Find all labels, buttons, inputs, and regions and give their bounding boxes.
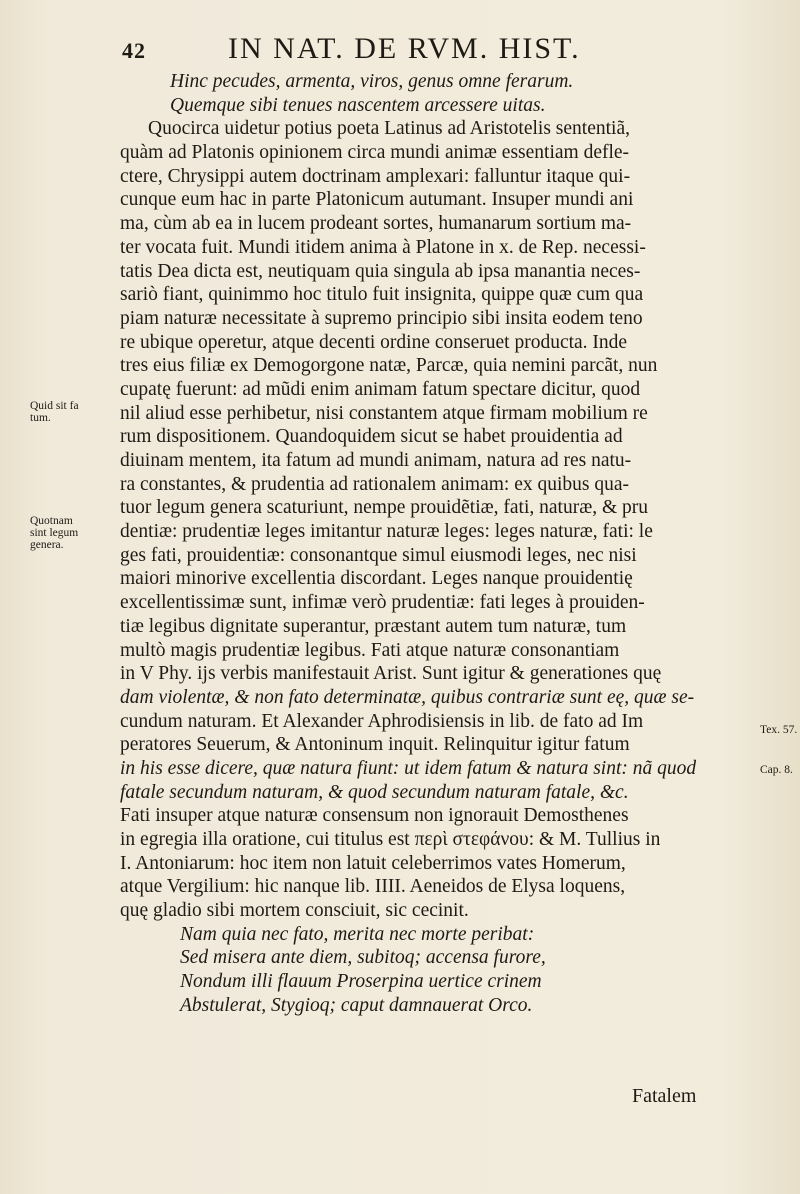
text-line: maiori minorive excellentia discordant. Leges nanque prouidentię <box>120 568 633 590</box>
text-line: Abstulerat, Stygioq; caput damnauerat Orco. <box>180 994 533 1016</box>
page-header <box>118 30 658 70</box>
text-line: Fati insuper atque naturæ consensum non ignorauit Demosthenes <box>120 805 629 827</box>
text-line: tres eius filiæ ex Demogorgone natæ, Parcæ, quia nemini parcãt, nun <box>120 355 658 377</box>
page-number: 42 <box>122 38 146 63</box>
text-line: sariò fiant, quinimmo hoc titulo fuit insignita, quippe quæ cum qua <box>120 284 644 306</box>
text-line: Nam quia nec fato, merita nec morte peribat: <box>180 923 535 945</box>
text-line: tuor legum genera scaturiunt, nempe prouidẽtiæ, fati, naturæ, & pru <box>120 497 648 519</box>
main-text-block <box>120 70 760 1018</box>
text-line: quę gladio sibi mortem consciuit, sic cecinit. <box>120 900 469 922</box>
text-line: Nondum illi flauum Proserpina uertice crinem <box>180 971 542 993</box>
text-line: tiæ legibus dignitate superantur, præstant autem tum naturæ, tum <box>120 615 627 637</box>
text-line: piam naturæ necessitate à supremo principio sibi insita eodem teno <box>120 307 643 329</box>
text-line: atque Vergilium: hic nanque lib. IIII. Aeneidos de Elysa loquens, <box>120 876 626 898</box>
text-line: re ubique operetur, atque decenti ordine conseruet producta. Inde <box>120 331 628 353</box>
text-line: in V Phy. ijs verbis manifestauit Arist. Sunt igitur & generationes quę <box>120 663 662 685</box>
text-line: Quocirca uidetur potius poeta Latinus ad Aristotelis sententiã, <box>148 118 630 140</box>
text-line: ma, cùm ab ea in lucem prodeant sortes, humanarum sortium ma- <box>120 213 632 235</box>
margin-note-fatum <box>30 400 79 424</box>
text-line: ctere, Chrysippi autem doctrinam amplexari: falluntur itaque qui- <box>120 165 631 187</box>
text-line: rum dispositionem. Quandoquidem sicut se habet prouidentia ad <box>120 426 623 448</box>
text-line: diuinam mentem, ita fatum ad mundi animam, natura ad res natu- <box>120 450 632 471</box>
text-line: Sed misera ante diem, subitoq; accensa furore, <box>180 947 546 969</box>
margin-note-line: sint legum <box>30 527 79 539</box>
text-line: in egregia illa oratione, cui titulus est περὶ στεφάνου: & M. Tullius in <box>120 829 661 850</box>
text-line: Quemque sibi tenues nascentem arcessere uitas. <box>170 94 546 116</box>
text-line: multò magis prudentiæ legibus. Fati atque naturæ consonantiam <box>120 639 620 661</box>
margin-note-cap: Cap. 8. <box>760 764 793 776</box>
text-line: cundum naturam. Et Alexander Aphrodisiensis in lib. de fato ad Im <box>120 710 644 732</box>
text-line: I. Antoniarum: hoc item non latuit celeberrimos vates Homerum, <box>120 852 626 874</box>
text-line: cupatę fuerunt: ad mũdi enim animam fatum spectare dicitur, quod <box>120 378 641 400</box>
text-line: dam violentæ, & non fato determinatæ, quibus contrariæ sunt eę, quæ se- <box>120 686 695 708</box>
text-line: ter vocata fuit. Mundi itidem anima à Platone in x. de Rep. necessi- <box>120 236 646 258</box>
text-line: ra constantes, & prudentia ad rationalem animam: ex quibus qua- <box>120 473 630 495</box>
text-line: excellentissimæ sunt, infimæ verò prudentiæ: fati leges à prouiden- <box>120 592 645 614</box>
margin-note-tex: Tex. 57. <box>760 724 798 736</box>
text-line: peratores Seuerum, & Antoninum inquit. Relinquitur igitur fatum <box>120 734 630 756</box>
margin-note-line: genera. <box>30 539 64 551</box>
text-line: tatis Dea dicta est, neutiquam quia singula ab ipsa manantia neces- <box>120 260 641 282</box>
catchword: Fatalem <box>632 1085 697 1107</box>
text-line: dentiæ: prudentiæ leges imitantur naturæ leges: leges naturæ, fati: le <box>120 521 653 543</box>
margin-note-line: Quid sit fa <box>30 400 79 412</box>
running-title: IN NAT. DE RVM. HIST. <box>228 32 581 65</box>
text-line: nil aliud esse perhibetur, nisi constantem atque firmam mobilium re <box>120 402 648 424</box>
margin-note-legum-genera <box>30 515 78 551</box>
text-line: Hinc pecudes, armenta, viros, genus omne ferarum. <box>170 71 574 92</box>
text-line: fatale secundum naturam, & quod secundum naturam fatale, &c. <box>120 781 629 803</box>
text-line: quàm ad Platonis opinionem circa mundi animæ essentiam defle- <box>120 142 630 164</box>
margin-note-line: Quotnam <box>30 515 73 527</box>
margin-note-line: tum. <box>30 412 51 424</box>
text-line: ges fati, prouidentiæ: consonantque simul eiusmodi leges, nec nisi <box>120 544 637 566</box>
text-line: cunque eum hac in parte Platonicum autumant. Insuper mundi ani <box>120 189 634 211</box>
text-line: in his esse dicere, quæ natura fiunt: ut idem fatum & natura sint: nã quod <box>120 757 697 779</box>
